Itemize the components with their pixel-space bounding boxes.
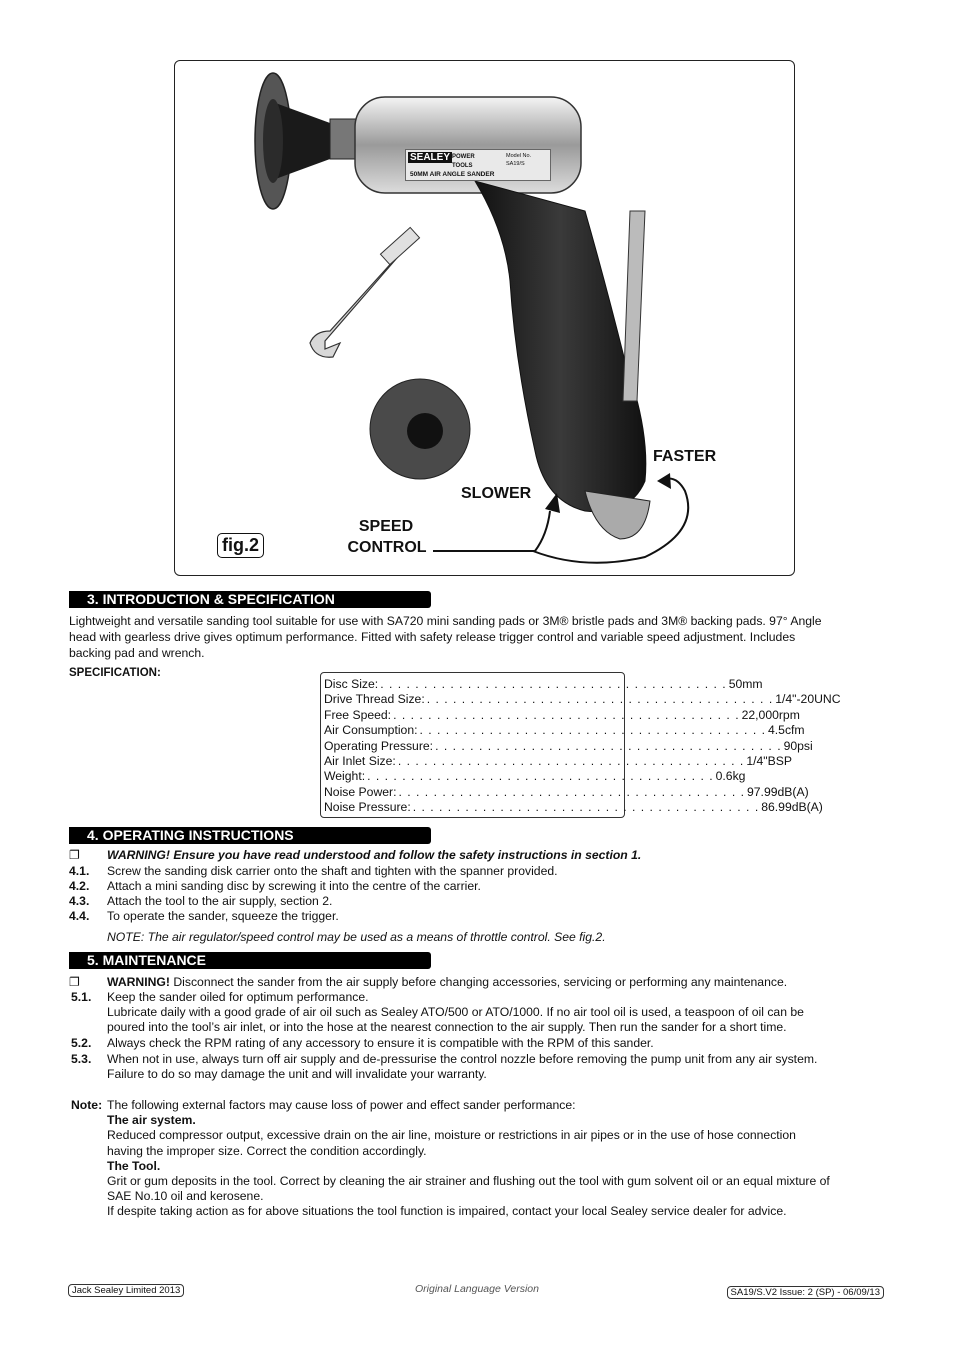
tool-label-plaque: [405, 149, 551, 181]
item-text: [107, 990, 882, 1036]
speed-control-label-line1: SPEED: [358, 518, 414, 535]
item-text: [107, 1052, 882, 1082]
spec-row: [324, 738, 813, 754]
spec-leader-dots: . . . . . . . . . . . . . . . . . . . . . . . . . . . . . . . . . . . . . . . .: [435, 738, 782, 753]
item-line: Lubricate daily with a good grade of air oil such as Sealey ATO/500 or ATO/1000. If no air tool oil is used, a teaspoon of oil can be: [107, 1005, 804, 1020]
section-5-warning-text: [107, 975, 882, 990]
air-line: having the improper size. Correct the condition accordingly.: [107, 1143, 427, 1158]
speed-control-pointer: [433, 511, 550, 551]
section-3-intro: [69, 613, 884, 661]
mini-disc-hub: [407, 413, 443, 449]
spec-leader-dots: . . . . . . . . . . . . . . . . . . . . . . . . . . . . . . . . . . . . . . . .: [393, 707, 740, 722]
speed-control-nozzle: [585, 491, 650, 539]
intro-line: Lightweight and versatile sanding tool suitable for use with SA720 mini sanding pads or 3M® bristle pads and 3M® backing pads. 97° Angle: [69, 614, 822, 628]
spec-value: 97.99dB(A): [747, 784, 809, 799]
spec-row: [324, 800, 823, 815]
faster-label: FASTER: [653, 448, 717, 465]
spec-leader-dots: . . . . . . . . . . . . . . . . . . . . . . . . . . . . . . . . . . . . . . . .: [419, 723, 766, 738]
warning-label: WARNING!: [107, 975, 170, 989]
faster-arrowhead: [657, 473, 671, 489]
tool-line: Grit or gum deposits in the tool. Correct by cleaning the air strainer and flushing out the tool with gum solvent oil or an equal mixture of: [107, 1174, 830, 1189]
spec-label: Drive Thread Size:: [324, 692, 425, 707]
footer-copyright: Jack Sealey Limited 2013: [68, 1284, 184, 1297]
air-system-heading: The air system.: [107, 1113, 196, 1128]
item-number: 5.2.: [71, 1036, 92, 1050]
spec-label: Disc Size:: [324, 677, 379, 691]
item-text: Attach a mini sanding disc by screwing it into the centre of the carrier.: [107, 879, 481, 893]
spec-label: Free Speed:: [324, 707, 392, 722]
item-line: Failure to do so may damage the unit and will invalidate your warranty.: [107, 1067, 487, 1082]
trigger-lever: [623, 211, 645, 401]
item-text: To operate the sander, squeeze the trigger.: [107, 909, 339, 923]
item-line: poured into the tool’s air inlet, or into the hose at the nearest connection to the air supply. Then run the sander for a short time.: [107, 1020, 787, 1035]
spec-label: Weight:: [324, 769, 366, 784]
spec-value: 90psi: [783, 738, 813, 753]
note-intro: The following external factors may cause loss of power and effect sander performance:: [107, 1098, 576, 1112]
warning-bullet: ❐: [69, 975, 80, 989]
footer-language: Original Language Version: [415, 1283, 539, 1295]
spec-label: Operating Pressure:: [324, 738, 434, 753]
spec-row: [324, 723, 805, 738]
warning-bullet: ❐: [69, 848, 80, 862]
item-number: 5.3.: [71, 1052, 92, 1066]
section-5-heading: 5. MAINTENANCE: [69, 952, 431, 969]
section-3-heading: 3. INTRODUCTION & SPECIFICATION: [69, 591, 431, 608]
tool-brand-sub: POWER TOOLS: [452, 154, 475, 169]
spec-label: Noise Power:: [324, 784, 397, 799]
tool-line: If despite taking action as for above situations the tool function is impaired, contact your local Sealey service dealer for advice.: [107, 1204, 787, 1219]
section-4-note-text: NOTE: The air regulator/speed control may be used as a means of throttle control. See fig.2.: [107, 930, 606, 944]
item-text: Always check the RPM rating of any accessory to ensure it is compatible with the RPM of this sander.: [107, 1036, 654, 1050]
tool-grip: [475, 181, 646, 512]
spec-row: [324, 692, 841, 707]
spec-row: [324, 707, 800, 723]
specification-table: [320, 672, 841, 818]
spec-row: [324, 769, 746, 784]
tool-model-label: Model No.: [506, 153, 532, 159]
wrench-head: [380, 227, 419, 264]
air-line: Reduced compressor output, excessive drain on the air line, moisture or restrictions in air pipes or in the use of hose connection: [107, 1128, 796, 1143]
spec-row: [324, 677, 763, 692]
item-number: 4.3.: [69, 894, 90, 908]
item-number: 4.2.: [69, 879, 90, 893]
spec-leader-dots: . . . . . . . . . . . . . . . . . . . . . . . . . . . . . . . . . . . . . . . .: [398, 784, 745, 799]
spec-label: Air Inlet Size:: [324, 753, 396, 768]
intro-line: backing pad and wrench.: [69, 646, 205, 660]
item-number: 5.1.: [71, 990, 92, 1004]
slower-label: SLOWER: [461, 485, 532, 502]
spec-value: 50mm: [728, 677, 763, 691]
footer-issue: SA19/S.V2 Issue: 2 (SP) - 06/09/13: [727, 1286, 884, 1299]
spec-row: [324, 753, 792, 769]
spec-leader-dots: . . . . . . . . . . . . . . . . . . . . . . . . . . . . . . . . . . . . . . . .: [397, 753, 745, 768]
note-body: [107, 1098, 882, 1220]
item-number: 4.4.: [69, 909, 90, 923]
section-4-warning-text: WARNING! Ensure you have read understood and follow the safety instructions in section 1.: [107, 848, 642, 862]
item-line: When not in use, always turn off air supply and de-pressurise the control nozzle before removing the pump unit from any air system.: [107, 1052, 818, 1066]
spec-value: 1/4"-20UNC: [775, 692, 841, 707]
spec-value: 1/4"BSP: [746, 753, 792, 768]
backing-pad-face: [263, 99, 283, 183]
spindle-collar: [330, 119, 356, 159]
spec-label: Air Consumption:: [324, 723, 418, 738]
spec-value: 0.6kg: [715, 769, 746, 784]
tool-name: 50MM AIR ANGLE SANDER: [410, 171, 495, 178]
spec-value: 22,000rpm: [741, 707, 800, 722]
item-number: 4.1.: [69, 864, 90, 878]
spec-row: [324, 784, 809, 800]
figure-label: fig.2: [217, 533, 264, 558]
section-4-heading: 4. OPERATING INSTRUCTIONS: [69, 827, 431, 844]
note-label: Note:: [71, 1098, 103, 1112]
spec-label: Noise Pressure:: [324, 800, 411, 815]
speed-control-label-line2: CONTROL: [347, 539, 427, 556]
warning-body: Disconnect the sander from the air supply before changing accessories, servicing or performing any maintenance.: [169, 975, 788, 989]
tool-model: SA19/S: [506, 161, 525, 167]
tool-heading: The Tool.: [107, 1158, 161, 1173]
spec-value: 4.5cfm: [768, 723, 805, 738]
intro-line: head with gearless drive gives optimum performance. Fitted with safety release trigger control and variable speed adjustment. Includes: [69, 630, 796, 644]
item-text: Screw the sanding disk carrier onto the shaft and tighten with the spanner provided.: [107, 864, 558, 878]
item-line: Keep the sander oiled for optimum performance.: [107, 990, 369, 1004]
spec-leader-dots: . . . . . . . . . . . . . . . . . . . . . . . . . . . . . . . . . . . . . . . .: [367, 769, 714, 784]
spec-value: 86.99dB(A): [761, 800, 823, 815]
spec-heading: SPECIFICATION:: [69, 667, 161, 679]
item-text: Attach the tool to the air supply, section 2.: [107, 894, 333, 908]
spec-leader-dots: . . . . . . . . . . . . . . . . . . . . . . . . . . . . . . . . . . . . . . . .: [426, 692, 774, 707]
tool-brand-badge: SEALEY: [410, 152, 451, 163]
spec-leader-dots: . . . . . . . . . . . . . . . . . . . . . . . . . . . . . . . . . . . . . . . .: [412, 800, 760, 815]
figure-2: [174, 60, 795, 576]
spec-leader-dots: . . . . . . . . . . . . . . . . . . . . . . . . . . . . . . . . . . . . . . . .: [380, 677, 727, 691]
tool-line: SAE No.10 oil and kerosene.: [107, 1189, 264, 1204]
